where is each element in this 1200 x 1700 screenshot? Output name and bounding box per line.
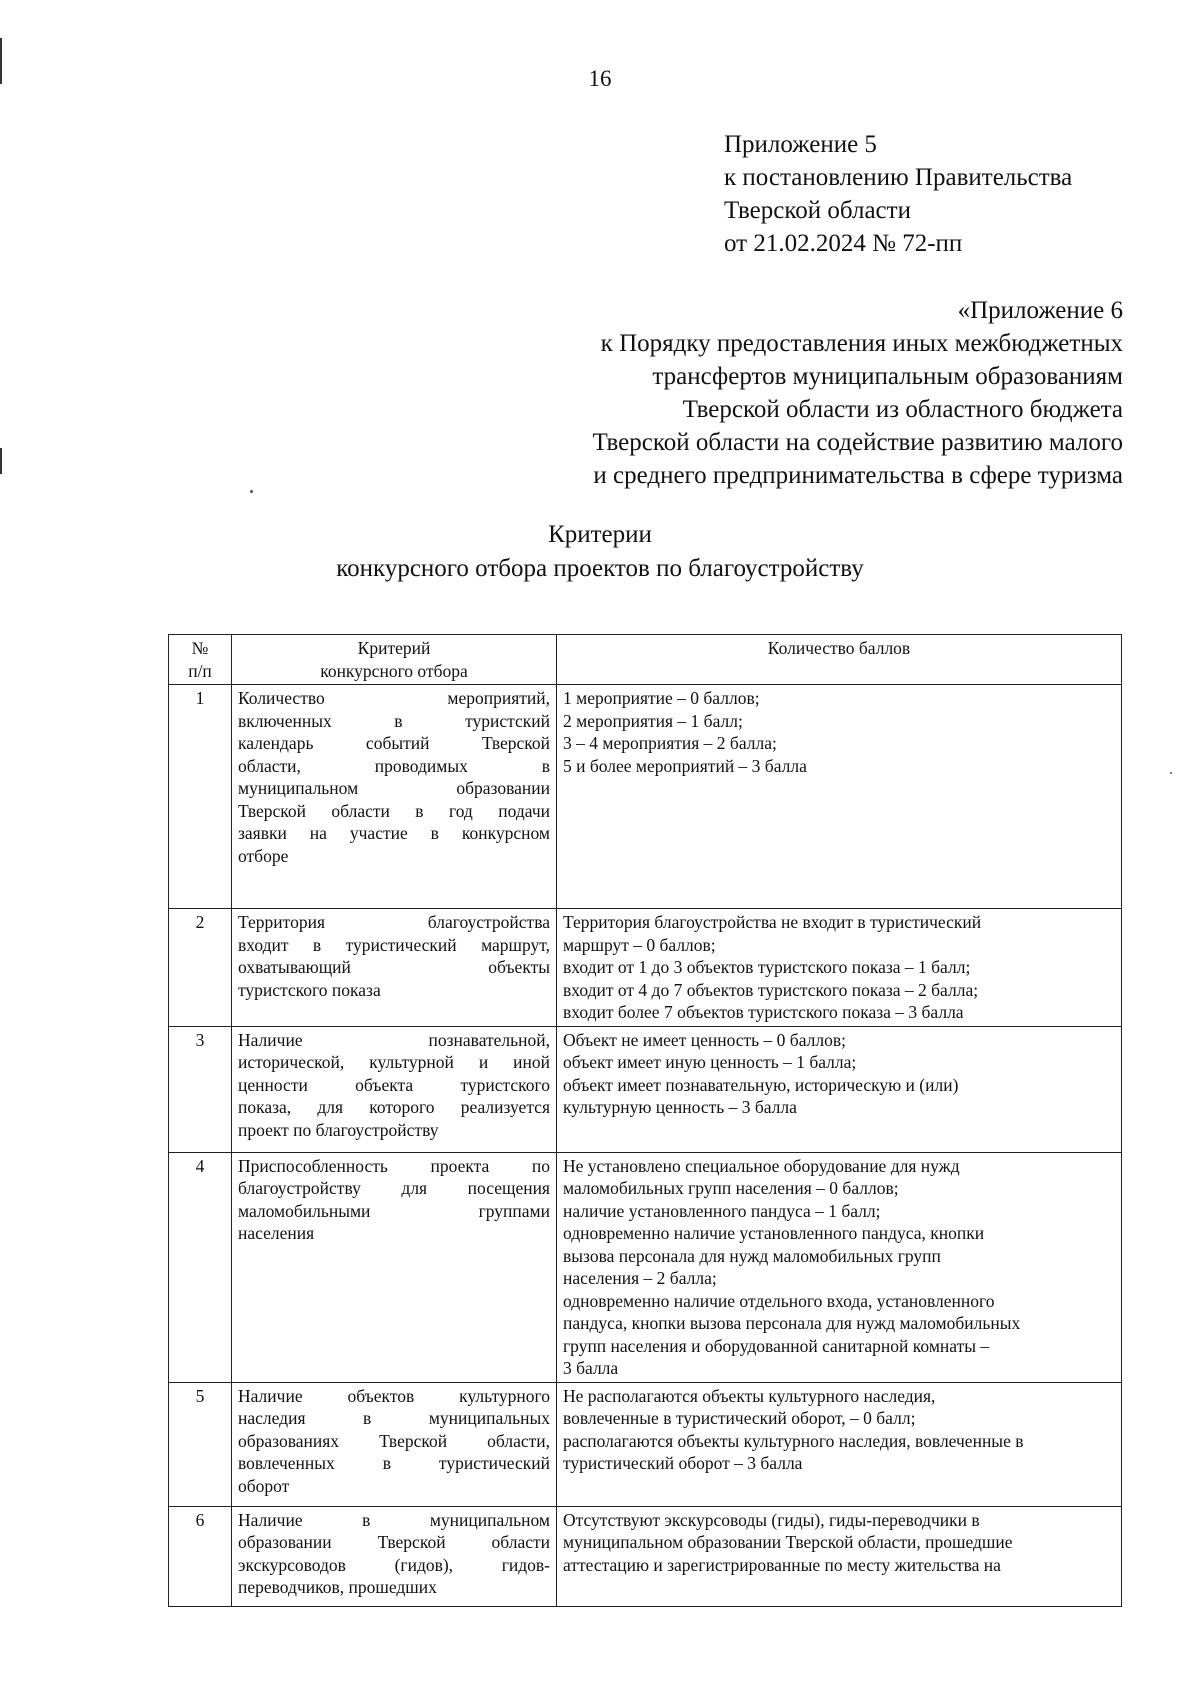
appendix-6-line: и среднего предпринимательства в сфере туризма xyxy=(593,462,1123,489)
score-line: групп населения и оборудованной санитарной комнаты – xyxy=(563,1335,990,1356)
table-row xyxy=(169,909,1122,1027)
criterion-line: вовлеченных в туристический xyxy=(238,1453,550,1473)
criterion-cell xyxy=(232,1506,557,1606)
table-row xyxy=(169,1382,1122,1506)
criterion-cell xyxy=(232,1026,557,1152)
score-line: вовлеченные в туристический оборот, – 0 балл; xyxy=(563,1408,916,1428)
score-line: маломобильных групп населения – 0 баллов; xyxy=(563,1178,899,1198)
criterion-line: населения xyxy=(238,1223,315,1243)
score-line: Территория благоустройства не входит в туристический xyxy=(563,912,982,932)
appendix-5-heading xyxy=(724,128,1072,260)
criterion-line: Наличие познавательной, xyxy=(238,1029,550,1050)
criterion-line: отборе xyxy=(238,845,289,866)
criterion-line: маломобильными группами xyxy=(238,1200,550,1221)
score-line: объект имеет иную ценность – 1 балла; xyxy=(563,1052,857,1072)
table-row xyxy=(169,1026,1122,1152)
score-cell xyxy=(557,1026,1122,1152)
row-number: 1 xyxy=(169,685,232,909)
score-cell xyxy=(557,909,1122,1027)
appendix-6-line: Тверской области из областного бюджета xyxy=(682,396,1123,423)
score-line: вызова персонала для нужд маломобильных групп xyxy=(563,1245,941,1266)
score-line: пандуса, кнопки вызова персонала для нужд маломобильных xyxy=(563,1313,1021,1333)
score-line: Отсутствуют экскурсоводы (гиды), гиды-переводчики в xyxy=(563,1509,980,1530)
table-row xyxy=(169,685,1122,909)
criterion-line: заявки на участие в конкурсном xyxy=(238,823,550,843)
appendix-5-line: Приложение 5 xyxy=(724,131,877,158)
row-number: 4 xyxy=(169,1152,232,1382)
header-criterion xyxy=(232,635,557,685)
score-line: одновременно наличие установленного пандуса, кнопки xyxy=(563,1223,985,1243)
score-line: туристический оборот – 3 балла xyxy=(563,1453,803,1473)
appendix-5-line: Тверской области xyxy=(724,197,911,224)
criterion-line: Приспособленность проекта по xyxy=(238,1155,550,1176)
score-line: маршрут – 0 баллов; xyxy=(563,934,716,955)
criterion-line: календарь событий Тверской xyxy=(238,733,550,753)
page-number: 16 xyxy=(588,66,612,91)
appendix-6-heading xyxy=(592,294,1123,492)
appendix-6-line: трансфертов муниципальным образованиям xyxy=(652,363,1123,390)
header-number xyxy=(169,635,232,685)
score-cell xyxy=(557,1382,1122,1506)
table-row xyxy=(169,1152,1122,1382)
scan-edge-mark xyxy=(0,448,2,474)
criterion-line: исторической, культурной и иной xyxy=(238,1052,550,1072)
criterion-line: Наличие в муниципальном xyxy=(238,1509,550,1530)
scan-speck xyxy=(250,490,253,493)
header-criterion-line: Критерий xyxy=(357,638,431,658)
header-number-line: п/п xyxy=(188,660,212,681)
score-line: населения – 2 балла; xyxy=(563,1268,717,1288)
criterion-line: образованиях Тверской области, xyxy=(238,1430,550,1451)
table-header-row xyxy=(169,635,1122,685)
criterion-cell xyxy=(232,1152,557,1382)
header-score: Количество баллов xyxy=(557,635,1122,685)
criterion-line: туристского показа xyxy=(238,979,381,1000)
criterion-cell xyxy=(232,685,557,909)
table-row xyxy=(169,1506,1122,1606)
header-criterion-line: конкурсного отбора xyxy=(320,660,468,681)
appendix-5-line: к постановлению Правительства xyxy=(724,164,1073,191)
score-line: входит от 1 до 3 объектов туристского показа – 1 балл; xyxy=(563,957,971,977)
score-line: 3 – 4 мероприятия – 2 балла; xyxy=(563,733,777,753)
criterion-line: входит в туристический маршрут, xyxy=(238,934,550,955)
criterion-line: показа, для которого реализуется xyxy=(238,1097,550,1117)
score-cell xyxy=(557,1506,1122,1606)
score-line: Не располагаются объекты культурного наследия, xyxy=(563,1385,936,1406)
criterion-line: благоустройству для посещения xyxy=(238,1178,550,1198)
title-line: Критерии xyxy=(548,521,652,548)
score-line: Не установлено специальное оборудование для нужд xyxy=(563,1155,960,1176)
criterion-line: Тверской области в год подачи xyxy=(238,800,550,821)
row-number: 6 xyxy=(169,1506,232,1606)
score-line: аттестацию и зарегистрированные по месту жительства на xyxy=(563,1554,1001,1575)
criterion-line: охватывающий объекты xyxy=(238,957,550,977)
score-line: располагаются объекты культурного наследия, вовлеченные в xyxy=(563,1430,1024,1451)
criterion-line: Количество мероприятий, xyxy=(238,688,550,708)
score-line: одновременно наличие отдельного входа, установленного xyxy=(563,1290,995,1311)
document-title xyxy=(0,518,1200,586)
appendix-5-line: от 21.02.2024 № 72-пп xyxy=(724,230,963,257)
row-number: 2 xyxy=(169,909,232,1027)
score-line: культурную ценность – 3 балла xyxy=(563,1097,797,1117)
criterion-line: ценности объекта туристского xyxy=(238,1074,550,1095)
header-number-line: № xyxy=(191,638,209,658)
criterion-line: Территория благоустройства xyxy=(238,912,550,932)
criterion-line: муниципальном образовании xyxy=(238,778,550,798)
appendix-6-line: «Приложение 6 xyxy=(957,297,1123,324)
criterion-cell xyxy=(232,1382,557,1506)
score-line: Объект не имеет ценность – 0 баллов; xyxy=(563,1029,846,1050)
criterion-line: переводчиков, прошедших xyxy=(238,1577,437,1597)
criteria-table xyxy=(168,634,1122,1607)
score-cell xyxy=(557,685,1122,909)
criterion-line: проект по благоустройству xyxy=(238,1119,439,1140)
criterion-line: оборот xyxy=(238,1475,290,1496)
score-cell xyxy=(557,1152,1122,1382)
score-line: 1 мероприятие – 0 баллов; xyxy=(563,688,760,708)
criterion-line: образовании Тверской области xyxy=(238,1532,550,1552)
criterion-cell xyxy=(232,909,557,1027)
score-line: входит более 7 объектов туристского показа – 3 балла xyxy=(563,1002,964,1022)
score-line: наличие установленного пандуса – 1 балл; xyxy=(563,1200,881,1221)
score-line: входит от 4 до 7 объектов туристского показа – 2 балла; xyxy=(563,979,979,1000)
score-line: 5 и более мероприятий – 3 балла xyxy=(563,755,807,776)
appendix-6-line: Тверской области на содействие развитию малого xyxy=(592,429,1123,456)
score-line: 2 мероприятия – 1 балл; xyxy=(563,710,743,731)
score-line: муниципальном образовании Тверской области, прошедшие xyxy=(563,1532,1013,1552)
title-line: конкурсного отбора проектов по благоустройству xyxy=(336,555,864,582)
score-line: объект имеет познавательную, историческую и (или) xyxy=(563,1074,959,1095)
row-number: 5 xyxy=(169,1382,232,1506)
appendix-6-line: к Порядку предоставления иных межбюджетных xyxy=(600,330,1123,357)
scan-speck xyxy=(1170,772,1172,774)
row-number: 3 xyxy=(169,1026,232,1152)
criterion-line: наследия в муниципальных xyxy=(238,1408,550,1428)
score-line: 3 балла xyxy=(563,1358,619,1378)
criterion-line: экскурсоводов (гидов), гидов- xyxy=(238,1554,550,1575)
criterion-line: включенных в туристский xyxy=(238,710,550,731)
criterion-line: Наличие объектов культурного xyxy=(238,1385,550,1406)
criterion-line: области, проводимых в xyxy=(238,755,550,776)
